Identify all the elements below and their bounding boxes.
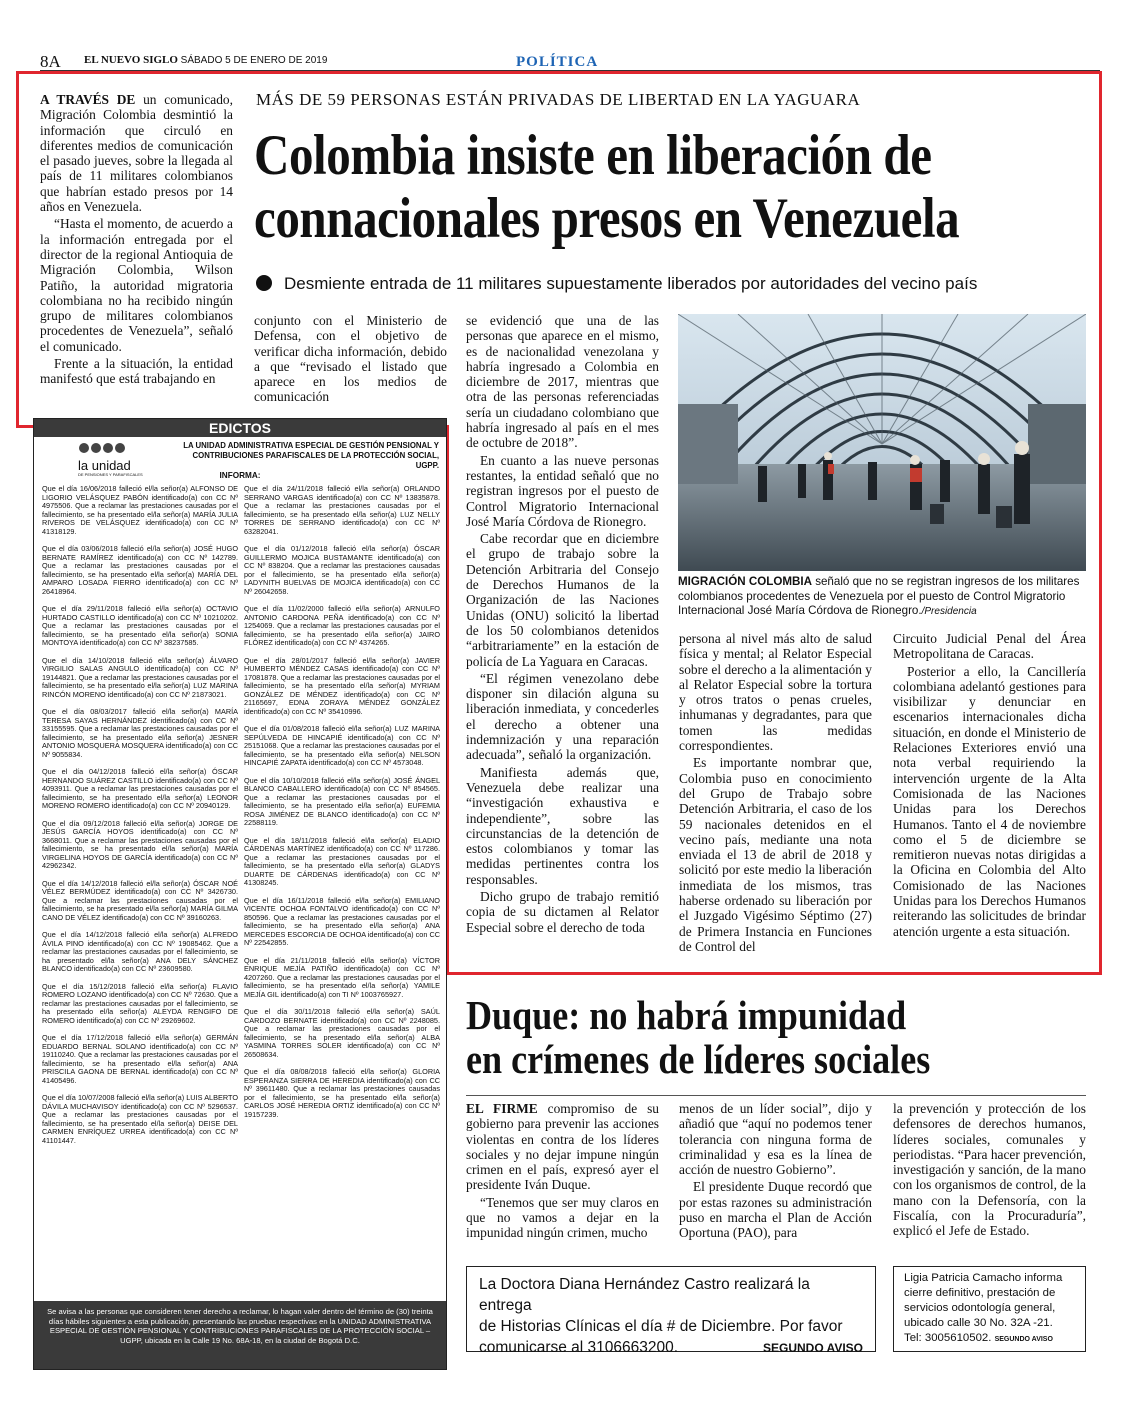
edicts-box xyxy=(33,418,447,1370)
paragraph: “Tenemos que ser muy claros en que no vamos a dejar en la impunidad ningún crimen, mucho xyxy=(466,1194,659,1241)
photo-caption xyxy=(678,575,1088,620)
photo-illustration xyxy=(678,314,1086,571)
ad-line: comunicarse al 3106663200. SEGUNDO AVISO xyxy=(479,1337,863,1358)
logo-name: la unidad xyxy=(78,458,131,473)
story-kicker: MÁS DE 59 PERSONAS ESTÁN PRIVADAS DE LIBERTAD EN LA YAGUARA xyxy=(256,90,861,109)
story2-column-1 xyxy=(466,1101,659,1243)
paragraph: persona al nivel más alto de salud física y mental; al Relator Especial sobre el derecho a la alimentación y al Relator Especial sobre la tortura y otros tratos o penas crueles, inhumanas y degradantes, para que tomen las medidas correspondientes. xyxy=(679,631,872,754)
story1-column-1 xyxy=(40,92,233,389)
highlight-frame-bottom xyxy=(446,972,1102,975)
caption-lead: MIGRACIÓN COLOMBIA xyxy=(678,575,812,588)
edicts-informa: INFORMA: xyxy=(219,471,261,480)
ad-tag: SEGUNDO AVISO xyxy=(994,1336,1053,1343)
lead-in: EL FIRME xyxy=(466,1101,538,1116)
edicts-column-right xyxy=(244,485,440,1128)
story2-rule xyxy=(466,1095,1086,1096)
edict-entry: Que el día 01/12/2018 falleció el/la señor(a) ÓSCAR GUILLERMO MOJICA BUSTAMANTE identificado(a) con CC Nº 838204. Que a reclamar las prestaciones causadas por el fallecimiento, se ha presentado el/la señor(a) LADYNITH BUELVAS DE MOJICA identificado(a) con CC Nº 26042658. xyxy=(244,544,440,596)
headline-line-2: connacionales presos en Venezuela xyxy=(254,187,960,250)
caption-credit: /Presidencia xyxy=(921,606,977,617)
logo-subtitle: DE PENSIONES Y PARAFISCALES xyxy=(78,472,143,477)
paragraph: conjunto con el Ministerio de Defensa, con el objetivo de verificar dicha información, debido a que “revisado el listado que aparece en los medios de comunicación xyxy=(254,313,447,405)
dek-text: Desmiente entrada de 11 militares supuestamente liberados por autoridades del vecino país xyxy=(284,274,978,293)
story2-column-3 xyxy=(893,1101,1086,1241)
edict-entry: Que el día 17/12/2018 falleció el/la señor(a) GERMÁN EDUARDO BERNAL SOLANO identificado(a) con CC Nº 19110240. Que a reclamar las prestaciones causadas por el fallecimiento, se ha presentado el/la señor(a) ANA PRISCILA GAONA DE BERNAL identificado(a) con CC Nº 41405496. xyxy=(42,1033,238,1085)
paragraph: Cabe recordar que en diciembre el grupo de trabajo sobre la Detención Arbitraria del Consejo de Derechos Humanos de la Organización de las Naciones Unidas (ONU) solicitó la libertad de los 50 colombianos detenidos “arbitrariamente” en la estación de policía de La Yaguara en Caracas. xyxy=(466,531,659,669)
masthead-line xyxy=(84,54,327,66)
paragraph: menos de un líder social”, dijo y añadió que “aquí no podemos tener tolerancia con ninguna forma de criminalidad y esa es la línea de acción de nuestro Gobierno”. xyxy=(679,1101,872,1178)
paragraph: Frente a la situación, la entidad manifestó que está trabajando en xyxy=(40,356,233,387)
classified-ad-clinic xyxy=(466,1266,876,1356)
story2-headline xyxy=(466,993,1082,1081)
edict-entry: Que el día 30/11/2018 falleció el/la señor(a) SAÚL CARDOZO BERNATE identificado(a) con CC Nº 2248085. Que a reclamar las prestaciones causadas por el fallecimiento, se ha presentado el/la señor(a) ALBA YASMINA TORRES SOLER identificado(a) con CC Nº 26508634. xyxy=(244,1007,440,1059)
edict-entry: Que el día 28/01/2017 falleció el/la señor(a) JAVIER HUMBERTO MÉNDEZ CASAS identificado(a) con CC Nº 17081878. Que a reclamar las prestaciones causadas por el fallecimiento, se ha presentado el/la señor(a) MYRIAM GONZÁLEZ DE MÉNDEZ identificado(a) con CC Nº 21165697, EDNA ZORAYA MÉNDEZ GONZÁLEZ identificado(a) con CC Nº 35410996. xyxy=(244,655,440,716)
paragraph: EL FIRME compromiso de su gobierno para prevenir las acciones violentas en contra de los líderes sociales y no dejar impune ningún crimen en el país, expresó ayer el presidente Iván Duque. xyxy=(466,1101,659,1193)
edict-entry: Que el día 16/06/2018 falleció el/la señor(a) ALFONSO DE LIGORIO VELÁSQUEZ PABÓN identificado(a) con CC Nº 4975506. Que a reclamar las prestaciones causadas por el fallecimiento, se ha presentado el/la señor(a) MARÍA JULIA RIVEROS DE VELÁSQUEZ identificado(a) con CC Nº 41318129. xyxy=(42,484,238,536)
edict-entry: Que el día 29/11/2018 falleció el/la señor(a) OCTAVIO HURTADO CASTILLO identificado(a) con CC Nº 10210202. Que a reclamar las prestaciones causadas por el fallecimiento, se ha presentado el/la señor(a) SONIA MONTOYA identificado(a) con CC Nº 38237585. xyxy=(42,604,238,647)
edict-entry: Que el día 04/12/2018 falleció el/la señor(a) ÓSCAR HERNANDO SUÁREZ CASTILLO identificado(a) con CC Nº 4093911. Que a reclamar las prestaciones causadas por el fallecimiento, se ha presentado el/la señor(a) LEONOR MORENO ROMERO identificado(a) con CC Nº 20940129. xyxy=(42,767,238,810)
classified-ad-dental: Ligia Patricia Camacho informa cierre definitivo, prestación de servicios odontología general, ubicado calle 30 No. 32A -21. Tel: 3005610502. SEGUNDO AVISO xyxy=(893,1266,1086,1352)
ad-line: de Historias Clínicas el día # de Diciembre. Por favor xyxy=(479,1318,843,1335)
highlight-frame-top xyxy=(16,71,1102,74)
edict-entry: Que el día 16/11/2018 falleció el/la señor(a) EMILIANO VICENTE OCHOA FONTALVO identificado(a) con CC Nº 850596. Que a reclamar las prestaciones causadas por el fallecimiento, se ha presentado el/la señor(a) ANA MERCEDES ESCORCIA DE OCHOA identificado(a) con CC Nº 22542855. xyxy=(244,895,440,947)
edict-entry: Que el día 08/08/2018 falleció el/la señor(a) GLORIA ESPERANZA SIERRA DE HEREDIA identificado(a) con CC Nº 39611480. Que a reclamar las prestaciones causadas por el fallecimiento, se ha presentado el/la señor(a) CARLOS JOSÉ HEREDIA ORTIZ identificado(a) con CC Nº 19157239. xyxy=(244,1067,440,1119)
edict-entry: Que el día 10/07/2008 falleció el/la señor(a) LUIS ALBERTO DÁVILA MUCHAVISOY identificado(a) con CC Nº 5296537. Que a reclamar las prestaciones causadas por el fallecimiento, se ha presentado el/la señor(a) DEISE DEL CARMEN ENRÍQUEZ URREA identificado(a) con CC Nº 41101447. xyxy=(42,1093,238,1145)
section-label: POLÍTICA xyxy=(516,54,599,70)
edict-entry: Que el día 14/12/2018 falleció el/la señor(a) ÓSCAR NOÉ VÉLEZ BERMÚDEZ identificado(a) con CC Nº 3426730. Que a reclamar las prestaciones causadas por el fallecimiento, se ha presentado el/la señor(a) MARÍA GILMA CANO DE VÉLEZ identificado(a) con CC Nº 39160263. xyxy=(42,878,238,922)
bullet-icon xyxy=(256,275,272,291)
paragraph: En cuanto a las nueve personas restantes, la entidad señaló que no registran ingresos por el puesto de Control Migratorio Internacional José María Córdova de Rionegro. xyxy=(466,452,659,529)
paper-name: EL NUEVO SIGLO xyxy=(84,54,178,66)
lead-in: A TRAVÉS DE xyxy=(40,92,136,107)
story1-column-3 xyxy=(466,313,659,937)
edict-entry: Que el día 14/10/2018 falleció el/la señor(a) ÁLVARO VIRGILIO SALAS ANGULO identificado(a) con CC Nº 19144821. Que a reclamar las prestaciones causadas por el fallecimiento, se ha presentado el/la señor(a) LUZ MARINA RINCÓN MORENO identificado(a) con CC Nº 21873021. xyxy=(42,655,238,699)
headline-line-1: Duque: no habrá impunidad xyxy=(466,992,907,1038)
story-headline xyxy=(254,124,959,250)
edicts-footer: Se avisa a las personas que consideren tener derecho a reclamar, lo hagan valer dentro del término de (30) treinta días hábiles siguientes a esta publicación, presentando las pruebas respectivas en la UNIDAD ADMINISTRATIVA ESPECIAL DE GESTIÓN PENSIONAL Y CONTRIBUCIONES PARAFISCALES DE LA PROTECCIÓN SOCIAL – UGPP, ubicada en la Calle 19 No. 68A-18, en la ciudad de Bogotá D.C. xyxy=(34,1301,446,1369)
story2-column-2 xyxy=(679,1101,872,1243)
story1-column-4 xyxy=(679,631,872,956)
ad-line: La Doctora Diana Hernández Castro realizará la entrega xyxy=(479,1276,810,1314)
paragraph: Es importante nombrar que, Colombia puso en conocimiento del Grupo de Trabajo sobre Detención Arbitraria, el caso de los 59 nacionales detenidos en el vecino país, mediante una nota enviada el 13 de abril de 2018 y solicitó por este medio la liberación inmediata de los mismos, tras haberse ordenado su liberación por el Juzgado Vigésimo Séptimo (27) de Primera Instancia en Funciones de Control del xyxy=(679,755,872,954)
headline-line-2: en crímenes de líderes sociales xyxy=(466,1036,931,1082)
story-dek xyxy=(256,274,977,294)
airport-terminal-photo xyxy=(678,314,1086,571)
paragraph: El presidente Duque recordó que por estas razones su administración puso en marcha el Plan de Acción Oportuna (PAO), para xyxy=(679,1179,872,1241)
paragraph: A TRAVÉS DE un comunicado, Migración Colombia desmintió la información que circuló en diferentes medios de comunicación el pasado jueves, sobre la llegada al país de 11 militares colombianos que habrían estado presos por 14 años en Venezuela. xyxy=(40,92,233,215)
paragraph: Dicho grupo de trabajo remitió copia de su dictamen al Relator Especial sobre el derecho de toda xyxy=(466,888,659,935)
story1-column-2 xyxy=(254,313,447,407)
edict-entry: Que el día 08/03/2017 falleció el/la señor(a) MARÍA TERESA SAYAS HERNÁNDEZ identificado(a) con CC Nº 33155595. Que a reclamar las prestaciones causadas por el fallecimiento, se ha presentado el/la señor(a) JESNER ANTONIO MOSQUERA MOSQUERA identificado(a) con CC Nº 9055834. xyxy=(42,707,238,759)
paragraph: “El régimen venezolano debe disponer sin dilación alguna su liberación inmediata, y concederles el derecho a obtener una indemnización y una reparación adecuada”, señaló la organización. xyxy=(466,670,659,763)
edict-entry: Que el día 24/11/2018 falleció el/la señor(a) ORLANDO SERRANO VARGAS identificado(a) con CC Nº 13835878. Que a reclamar las prestaciones causadas por el fallecimiento, se ha presentado el/la señor(a) LUZ NELLY TORRES DE SERRANO identificado(a) con CC Nº 63282041. xyxy=(244,484,440,536)
edict-entry: Que el día 18/11/2018 falleció el/la señor(a) ELADIO CÁRDENAS MARTÍNEZ identificado(a) con CC Nº 117286. Que a reclamar las prestaciones causadas por el fallecimiento, se ha presentado el/la señor(a) GLADYS DUARTE DE CÁRDENAS identificado(a) con CC Nº 41308245. xyxy=(244,835,440,887)
logo-circles-icon xyxy=(78,442,128,454)
highlight-frame-left xyxy=(16,71,19,428)
page-number: 8A xyxy=(40,52,61,71)
edict-entry: Que el día 21/11/2018 falleció el/la señor(a) VÍCTOR ENRIQUE MEJÍA PATIÑO identificado(a) con CC Nº 4207260. Que a reclamar las prestaciones causadas por el fallecimiento, se ha presentado el/la señor(a) YAMILE MEJÍA GIL identificado(a) con TI Nº 1003765927. xyxy=(244,955,440,999)
paragraph: Manifiesta además que, Venezuela debe realizar una “investigación exhaustiva e independiente”, sobre las circunstancias de la detención de estos colombianos y tomar las medidas pertinentes contra los responsables. xyxy=(466,764,659,887)
paragraph: la prevención y protección de los defensores de derechos humanos, líderes sociales, comunales y periodistas. “Para hacer prevención, investigación y sanción, de la mano con los organismos de control, de la mano con la Defensoría, con la Fiscalía, con la Procuraduría”, explicó el Jefe de Estado. xyxy=(893,1101,1086,1239)
edicts-column-left xyxy=(42,485,238,1154)
story1-column-5 xyxy=(893,631,1086,941)
edition-date: SÁBADO 5 DE ENERO DE 2019 xyxy=(180,55,328,66)
edict-entry: Que el día 15/12/2018 falleció el/la señor(a) FLAVIO ROMERO LOZANO identificado(a) con CC Nº 72630. Que a reclamar las prestaciones causadas por el fallecimiento, se ha presentado el/la señor(a) ALEYDA RENGIFO DE ROMERO identificado(a) con CC Nº 29269602. xyxy=(42,981,238,1025)
ad-tag: SEGUNDO AVISO xyxy=(762,1341,863,1355)
headline-line-1: Colombia insiste en liberación de xyxy=(254,124,932,187)
paragraph: “Hasta el momento, de acuerdo a la información entregada por el director de la regional Antioquia de Migración Colombia, Wilson Patiño, la autoridad migratoria colombiana no ha recibido ningún grupo de militares colombianos procedentes de Venezuela”, señaló el comunicado. xyxy=(40,216,233,354)
edict-entry: Que el día 09/12/2018 falleció el/la señor(a) JORGE DE JESÚS GARCÍA HOYOS identificado(a) con CC Nº 3668011. Que a reclamar las prestaciones causadas por el fallecimiento, se ha presentado el/la señor(a) MARÍA VIRGELINA HOYOS DE GARCÍA identificado(a) con CC Nº 42962342. xyxy=(42,818,238,870)
paragraph: Circuito Judicial Penal del Área Metropolitana de Caracas. xyxy=(893,631,1086,662)
edict-entry: Que el día 03/06/2018 falleció el/la señor(a) JOSÉ HUGO BERNATE RAMÍREZ identificado(a) con CC Nº 142789. Que a reclamar las prestaciones causadas por el fallecimiento, se ha presentado el/la señor(a) MARÍA DEL AMPARO LOSADA FIERRO identificado(a) con CC Nº 26418964. xyxy=(42,544,238,596)
paragraph: se evidenció que una de las personas que aparece en el mismo, es de nacionalidad venezolana y habría ingresado a Colombia en diciembre de 2017, mientras que otra de las personas referenciadas sería un ciudadano colombiano que habría ingresado al país en el mes de octubre de 2018”. xyxy=(466,313,659,451)
edict-entry: Que el día 10/10/2018 falleció el/la señor(a) JOSÉ ÁNGEL BLANCO CABALLERO identificado(a) con CC Nº 854565. Que a reclamar las prestaciones causadas por el fallecimiento, se ha presentado el/la señor(a) EUFEMIA ROSA JIMÉNEZ DE BLANCO identificado(a) con CC Nº 22588119. xyxy=(244,775,440,827)
edicts-title: EDICTOS xyxy=(34,419,446,437)
edict-entry: Que el día 11/02/2000 falleció el/la señor(a) ARNULFO ANTONIO CARDONA PEÑA identificado(a) con CC Nº 1254069. Que a reclamar las prestaciones causadas por el fallecimiento, se ha presentado el/la señor(a) JAIRO FLÓREZ identificado(a) con CC Nº 4374265. xyxy=(244,604,440,647)
caption-text: señaló que no se registran ingresos de los militares colombianos procedentes de Venezuela por el puesto de Control Migratorio Internacional José María Córdova de Rionegro. xyxy=(678,575,1080,617)
edict-entry: Que el día 14/12/2018 falleció el/la señor(a) ALFREDO ÁVILA PINO identificado(a) con CC Nº 19085462. Que a reclamar las prestaciones causadas por el fallecimiento, se ha presentado el/la señor(a) ANA DELY SÁNCHEZ BLANCO identificado(a) con CC Nº 23609580. xyxy=(42,930,238,973)
edicts-entity: LA UNIDAD ADMINISTRATIVA ESPECIAL DE GESTIÓN PENSIONAL Y CONTRIBUCIONES PARAFISCALES DE LA PROTECCIÓN SOCIAL, UGPP. xyxy=(183,441,439,470)
highlight-frame-right xyxy=(1099,71,1102,975)
edict-entry: Que el día 01/08/2018 falleció el/la señor(a) LUZ MARINA SEPÚLVEDA DE HINCAPIÉ identificado(a) con CC Nº 25151068. Que a reclamar las prestaciones causadas por el fallecimiento, se ha presentado el/la señor(a) NELSON HINCAPIÉ ZAPATA identificado(a) con CC Nº 4573048. xyxy=(244,724,440,767)
paragraph: Posterior a ello, la Cancillería colombiana adelantó gestiones para visibilizar y denunciar en escenarios internacionales dicha situación, en donde el Ministerio de Relaciones Exteriores envió una nota verbal requiriendo la intervención urgente de la Alta Comisionada de las Naciones Unidas para los Derechos Humanos. Tanto el 4 de noviembre como el 5 de diciembre se remitieron nuevas notas dirigidas a la Oficina en Colombia del Alto Comisionado de las Naciones Unidas para los Derechos Humanos reiterando las solicitudes de brindar atención urgente a esta situación. xyxy=(893,663,1086,939)
